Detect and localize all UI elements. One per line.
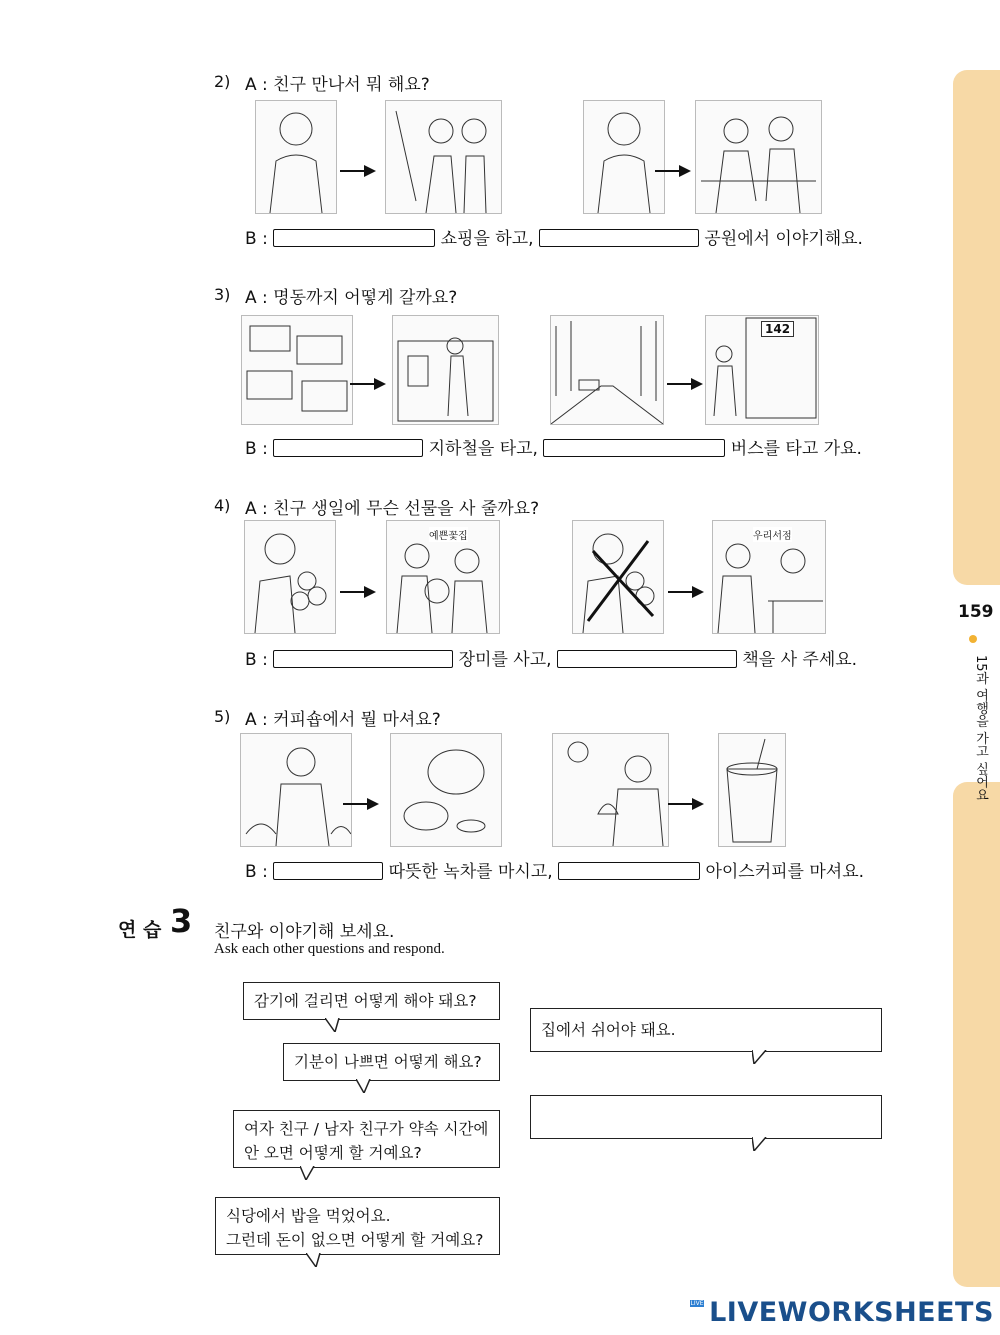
image-traffic-jam bbox=[241, 315, 353, 425]
logo-icon: LIVE bbox=[690, 1300, 704, 1307]
exercise-4-answer-row bbox=[245, 645, 857, 670]
image-cold-woman bbox=[240, 733, 352, 847]
answer-part-1: 지하철을 타고, bbox=[428, 439, 538, 459]
flower-shop-sign: 예쁜꽃집 bbox=[429, 527, 468, 542]
arrow-icon bbox=[340, 585, 376, 599]
question-bubble-1 bbox=[243, 982, 500, 1020]
bubble-tail bbox=[325, 1018, 343, 1032]
bubble-text: 기분이 나쁘면 어떻게 해요? bbox=[294, 1053, 482, 1071]
bookstore-sign: 우리서점 bbox=[753, 527, 792, 542]
exercise-4-number: 4) bbox=[214, 496, 231, 515]
image-shopping-friends bbox=[385, 100, 502, 214]
exercise-3-number: 3) bbox=[214, 285, 231, 304]
question-bubble-2 bbox=[283, 1043, 500, 1081]
bubble-text-line-2: 안 오면 어떻게 할 거예요? bbox=[244, 1144, 422, 1162]
answer-blank-1[interactable] bbox=[273, 229, 435, 247]
image-flower-shop bbox=[386, 520, 500, 634]
bubble-tail bbox=[306, 1253, 324, 1267]
bubble-text: 집에서 쉬어야 돼요. bbox=[541, 1021, 676, 1039]
image-woman-roses-crossed bbox=[572, 520, 664, 634]
exercise-5-answer-row bbox=[245, 857, 864, 882]
exercise-3-question: A : 명동까지 어떻게 갈까요? bbox=[245, 288, 458, 308]
page-number: 159 bbox=[958, 602, 994, 622]
answer-blank-2[interactable] bbox=[558, 862, 700, 880]
image-bookstore bbox=[712, 520, 826, 634]
practice-subtitle: Ask each other questions and respond. bbox=[214, 941, 445, 957]
answer-prefix: B : bbox=[245, 229, 268, 249]
answer-part-2: 버스를 타고 가요. bbox=[730, 439, 862, 459]
answer-part-1: 장미를 사고, bbox=[458, 650, 552, 670]
exercise-2-answer-row bbox=[245, 224, 863, 249]
image-woman-with-roses bbox=[244, 520, 336, 634]
chapter-title: 15과 여행을 가고 싶어요 bbox=[973, 655, 988, 801]
exercise-5-number: 5) bbox=[214, 707, 231, 726]
answer-part-1: 따뜻한 녹차를 마시고, bbox=[388, 862, 553, 882]
bubble-text-line-1: 식당에서 밥을 먹었어요. bbox=[226, 1207, 391, 1225]
logo-text: LIVEWORKSHEETS bbox=[709, 1297, 994, 1328]
answer-blank-1[interactable] bbox=[273, 439, 423, 457]
answer-bubble-2[interactable] bbox=[530, 1095, 882, 1139]
answer-blank-2[interactable] bbox=[543, 439, 725, 457]
arrow-icon bbox=[655, 164, 691, 178]
exercise-5-question: A : 커피숍에서 뭘 마셔요? bbox=[245, 710, 441, 730]
arrow-icon bbox=[340, 164, 376, 178]
exercise-4-question: A : 친구 생일에 무슨 선물을 사 줄까요? bbox=[245, 499, 540, 519]
practice-title: 친구와 이야기해 보세요. bbox=[214, 922, 395, 942]
arrow-icon bbox=[343, 797, 379, 811]
bubble-text: 감기에 걸리면 어떻게 해야 돼요? bbox=[254, 992, 477, 1010]
bubble-text-line-2: 그런데 돈이 없으면 어떻게 할 거예요? bbox=[226, 1231, 484, 1249]
question-bubble-3 bbox=[233, 1110, 500, 1168]
answer-blank-1[interactable] bbox=[273, 650, 453, 668]
answer-blank-1[interactable] bbox=[273, 862, 383, 880]
bubble-text-line-1: 여자 친구 / 남자 친구가 약속 시간에 bbox=[244, 1120, 489, 1138]
image-iced-coffee bbox=[718, 733, 786, 847]
arrow-icon bbox=[350, 377, 386, 391]
answer-bubble-1[interactable] bbox=[530, 1008, 882, 1052]
exercise-2-question: A : 친구 만나서 뭐 해요? bbox=[245, 75, 430, 95]
image-talking-on-bench bbox=[695, 100, 822, 214]
arrow-icon bbox=[668, 797, 704, 811]
answer-part-2: 책을 사 주세요. bbox=[742, 650, 858, 670]
answer-part-1: 쇼핑을 하고, bbox=[440, 229, 534, 249]
answer-part-2: 공원에서 이야기해요. bbox=[704, 229, 863, 249]
arrow-icon bbox=[668, 585, 704, 599]
answer-blank-2[interactable] bbox=[557, 650, 737, 668]
arrow-icon bbox=[667, 377, 703, 391]
answer-prefix: B : bbox=[245, 650, 268, 670]
page-dot bbox=[969, 635, 977, 643]
practice-label: 연 습 bbox=[118, 919, 162, 941]
exercise-2-number: 2) bbox=[214, 72, 231, 91]
liveworksheets-logo bbox=[690, 1297, 994, 1327]
bubble-tail bbox=[356, 1079, 374, 1093]
bubble-tail bbox=[752, 1137, 770, 1151]
image-woman-with-bag bbox=[255, 100, 337, 214]
bus-sign: 142 bbox=[761, 321, 794, 337]
image-subway bbox=[392, 315, 499, 425]
image-city-street bbox=[550, 315, 664, 425]
side-tab-top bbox=[953, 70, 1000, 585]
image-green-tea bbox=[390, 733, 502, 847]
question-bubble-4 bbox=[215, 1197, 500, 1255]
image-hot-woman-fan bbox=[552, 733, 669, 847]
bubble-tail bbox=[300, 1166, 318, 1180]
answer-blank-2[interactable] bbox=[539, 229, 699, 247]
image-bus-stop bbox=[705, 315, 819, 425]
answer-part-2: 아이스커피를 마셔요. bbox=[705, 862, 865, 882]
image-woman-with-bag-2 bbox=[583, 100, 665, 214]
answer-prefix: B : bbox=[245, 862, 268, 882]
exercise-3-answer-row bbox=[245, 434, 862, 459]
bubble-tail bbox=[752, 1050, 770, 1064]
side-tab-bottom bbox=[953, 782, 1000, 1287]
answer-prefix: B : bbox=[245, 439, 268, 459]
practice-number: 3 bbox=[170, 902, 193, 940]
